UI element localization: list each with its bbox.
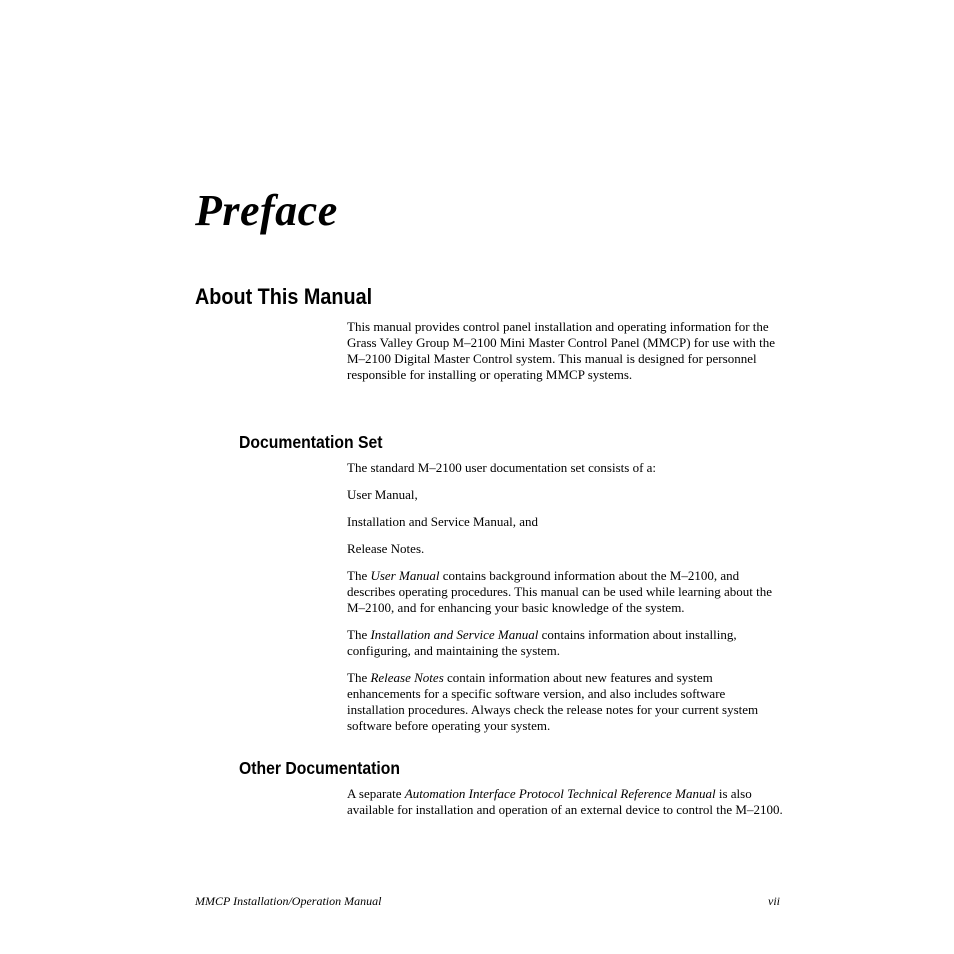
doc-list-item: Installation and Service Manual, and	[347, 514, 538, 529]
subheading-documentation-set: Documentation Set	[239, 432, 383, 452]
user-manual-title: User Manual	[370, 568, 440, 583]
documentation-set-lead: The standard M–2100 user documentation set consists of a:	[347, 460, 657, 475]
text-span: contains information about installing, configuring, and maintaining the system.	[347, 627, 737, 658]
doc-list-item: User Manual,	[347, 487, 418, 502]
text-span: is also available for installation and operation of an external device to control the M–2100.	[347, 786, 783, 817]
user-manual-paragraph	[347, 568, 783, 616]
page-title: Preface	[195, 186, 338, 235]
installation-manual-title: Installation and Service Manual	[370, 627, 539, 642]
intro-paragraph: This manual provides control panel installation and operating information for the Grass Valley Group M–2100 Mini Master Control Panel (MMCP) for use with the M–2100 Digital Master Control system. This manual is designed for personnel responsible for installing or operating MMCP systems.	[347, 319, 776, 382]
automation-manual-title: Automation Interface Protocol Technical Reference Manual	[404, 786, 716, 801]
section-heading-about-this-manual: About This Manual	[195, 284, 373, 309]
footer-manual-title: MMCP Installation/Operation Manual	[195, 894, 382, 908]
text-span: A separate	[347, 786, 405, 801]
text-span: contain information about new features and system enhancements for a specific software version, and also includes software installation procedures. Always check the release notes for your current system software before operating your system.	[347, 670, 759, 733]
doc-list-item: Release Notes.	[347, 541, 425, 556]
footer-page-number: vii	[768, 894, 780, 908]
other-documentation-paragraph	[347, 786, 783, 818]
subheading-other-documentation: Other Documentation	[239, 758, 401, 778]
installation-manual-paragraph	[347, 627, 783, 659]
release-notes-paragraph	[347, 670, 783, 734]
documentation-set-body	[347, 460, 783, 745]
release-notes-title: Release Notes	[370, 670, 444, 685]
text-span: The	[347, 627, 371, 642]
text-span: The	[347, 670, 371, 685]
text-span: The	[347, 568, 371, 583]
text-span: contains background information about the M–2100, and describes operating procedures. This manual can be used while learning about the M–2100, and for enhancing your basic knowledge of the system.	[347, 568, 773, 615]
other-documentation-body	[347, 786, 783, 829]
about-this-manual-body	[347, 319, 783, 394]
